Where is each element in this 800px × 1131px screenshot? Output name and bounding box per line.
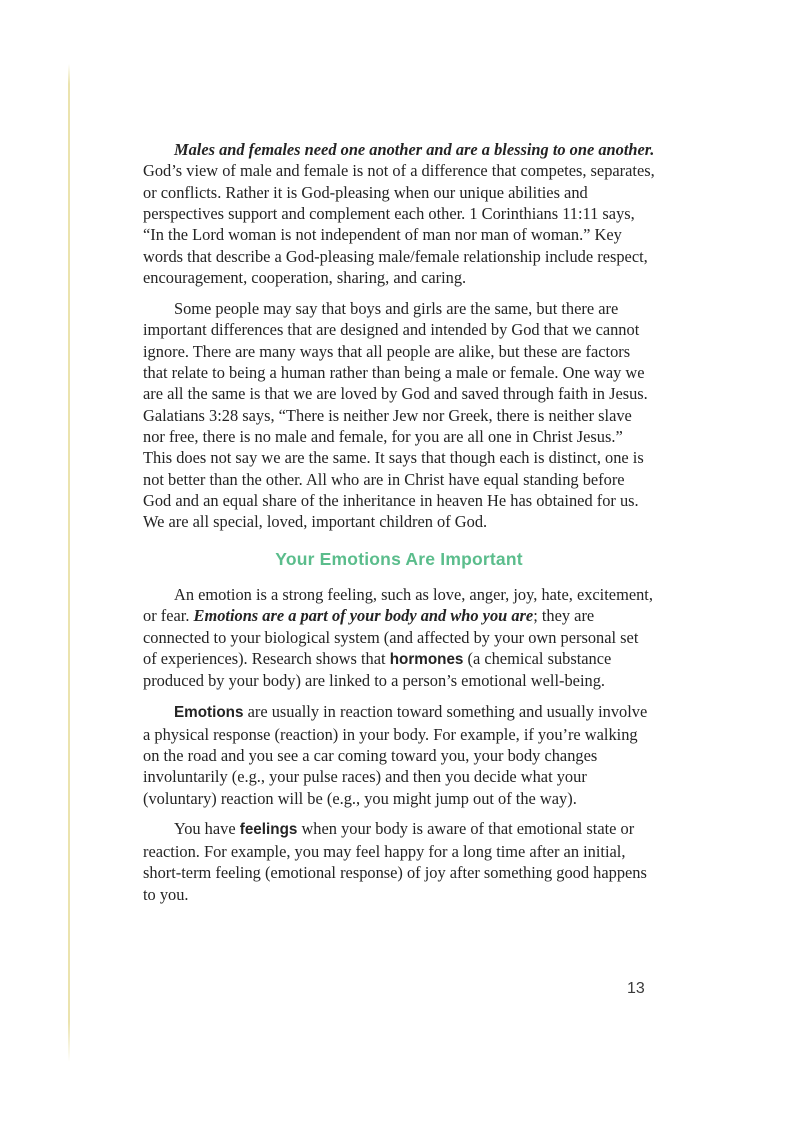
- body-text: when your body is aware of that emotional state or reaction. For example, you may feel happy for a long time after an initial, short-term feeling (emotional response) of joy after something good happens to you.: [143, 819, 647, 904]
- body-text: are usually in reaction toward something and usually involve a physical response (reaction) in your body. For example, if you’re walking on the road and you see a car coming toward you, your body changes involuntarily (e.g., your pulse races) and then you decide what your (voluntary) reaction will be (e.g., you might jump out of the way).: [143, 702, 648, 808]
- keyword-hormones: hormones: [389, 651, 464, 669]
- paragraph-feelings: [143, 818, 655, 904]
- body-text: God’s view of male and female is not of a difference that competes, separates, or conflicts. Rather it is God-pleasing when our unique abilities and perspectives support and complement each other. 1 Corinthians 11:11 says, “In the Lord woman is not independent of man nor man of woman.” Key words that describe a God-pleasing male/female relationship include respect, encouragement, cooperation, sharing, and caring.: [143, 161, 655, 288]
- page-edge-rule: [68, 64, 70, 1062]
- keyword-feelings: feelings: [239, 821, 298, 839]
- text-block: [143, 139, 655, 914]
- paragraph-same-but-different: [143, 298, 655, 533]
- bold-italic-phrase: Emotions are a part of your body and who you are: [193, 606, 534, 626]
- paragraph-emotions-reaction: [143, 701, 655, 809]
- section-heading: Your Emotions Are Important: [275, 548, 523, 569]
- bold-italic-lead: Males and females need one another and are a blessing to one another.: [174, 140, 655, 159]
- paragraph-emotion-definition: [143, 584, 655, 692]
- body-text: ; they are connected to your biological system (and affected by your own personal set of experiences). Research shows that: [143, 606, 639, 669]
- page-number: 13: [627, 980, 645, 997]
- paragraph-males-and-females: [143, 139, 655, 288]
- body-text: An emotion is a strong feeling, such as love, anger, joy, hate, excitement, or fear.: [143, 585, 653, 626]
- body-text: (a chemical substance produced by your body) are linked to a person’s emotional well-being.: [143, 649, 612, 691]
- body-text: Some people may say that boys and girls are the same, but there are important differences that are designed and intended by God that we cannot ignore. There are many ways that all people are alike, but these are factors that relate to being a human rather than being a male or female. One way we are all the same is that we are loved by God and saved through faith in Jesus. Galatians 3:28 says, “There is neither Jew nor Greek, there is neither slave nor free, there is no male and female, for you are all one in Christ Jesus.” This does not say we are the same. It says that though each is distinct, one is not better than the other. All who are in Christ have equal standing before God and an equal share of the inheritance in heaven He has obtained for us. We are all special, loved, important children of God.: [143, 298, 648, 532]
- body-text: You have: [174, 819, 240, 839]
- keyword-emotions: Emotions: [174, 704, 244, 722]
